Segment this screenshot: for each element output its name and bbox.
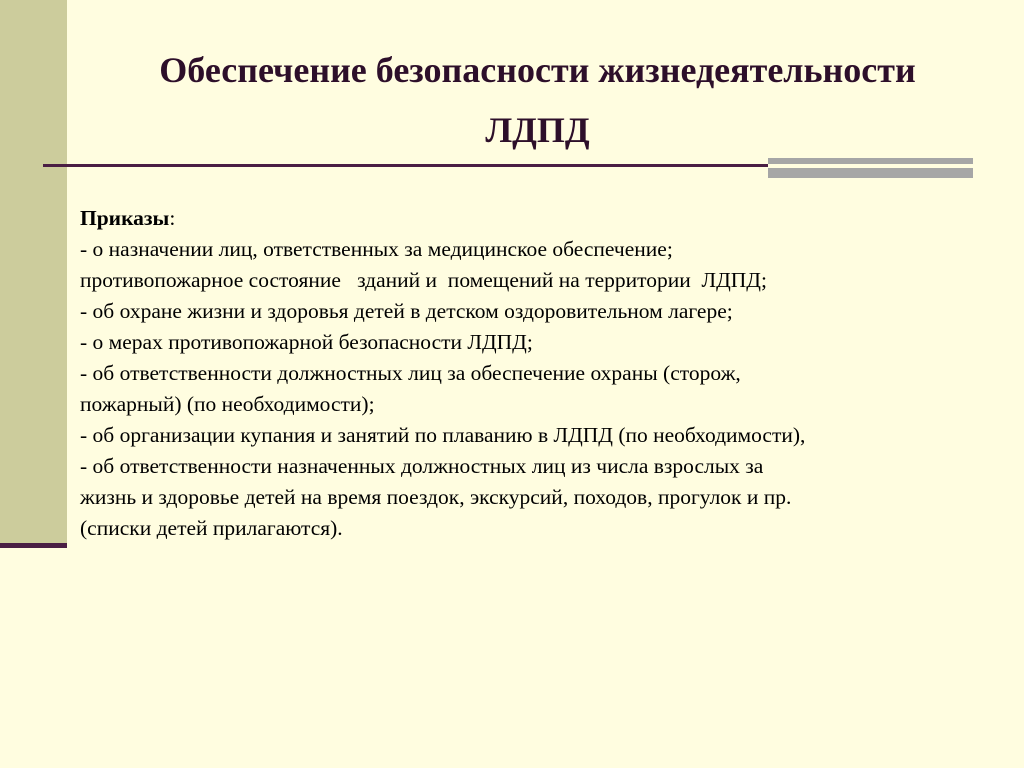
slide-title-line-1: Обеспечение безопасности жизнедеятельности [159, 50, 916, 90]
left-band-underline [0, 543, 67, 548]
orders-heading-word: Приказы [80, 206, 170, 230]
slide-body [80, 203, 980, 544]
orders-heading-colon: : [169, 206, 176, 230]
slide-title-line-2: ЛДПД [485, 110, 590, 150]
body-line: пожарный) (по необходимости); [80, 392, 375, 416]
slide-title [80, 40, 995, 160]
body-line: - об ответственности назначенных должностных лиц из числа взрослых за [80, 454, 764, 478]
body-line: - об охране жизни и здоровья детей в детском оздоровительном лагере; [80, 299, 733, 323]
body-line: (списки детей прилагаются). [80, 516, 343, 540]
body-line: жизнь и здоровье детей на время поездок, экскурсий, походов, прогулок и пр. [80, 485, 792, 509]
body-line: - о мерах противопожарной безопасности ЛДПД; [80, 330, 533, 354]
orders-heading [80, 203, 980, 234]
body-line: - об ответственности должностных лиц за обеспечение охраны (сторож, [80, 361, 741, 385]
left-decorative-band [0, 0, 67, 548]
body-line: - об организации купания и занятий по плаванию в ЛДПД (по необходимости), [80, 423, 806, 447]
body-line: противопожарное состояние зданий и помещений на территории ЛДПД; [80, 268, 767, 292]
title-accent-bar [768, 158, 973, 178]
body-line: - о назначении лиц, ответственных за медицинское обеспечение; [80, 237, 673, 261]
